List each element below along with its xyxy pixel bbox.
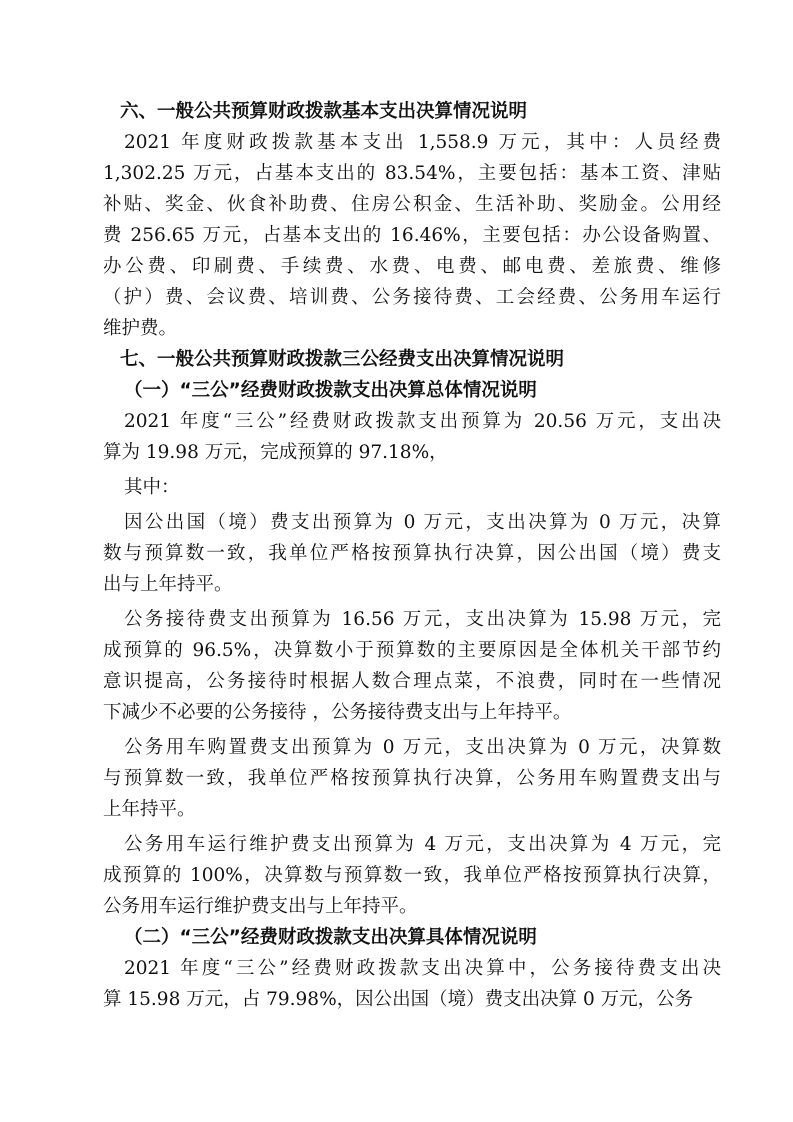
text-line: 成预算的 100%，决算数与预算数一致，我单位严格按预算执行决算，	[103, 865, 721, 886]
text-line: 公务用车购置费支出预算为 0 万元，支出决算为 0 万元，决算数	[124, 737, 721, 758]
text-line: 成预算的 96.5%，决算数小于预算数的主要原因是全体机关干部节约	[103, 640, 721, 661]
section-7-heading: 七、一般公共预算财政拨款三公经费支出决算情况说明	[120, 349, 565, 370]
text-line: （护）费、会议费、培训费、公务接待费、工会经费、公务用车运行	[103, 287, 721, 308]
text-line: 公务用车运行维护费支出预算为 4 万元，支出决算为 4 万元，完	[124, 834, 721, 855]
text-line: 出与上年持平。	[103, 574, 233, 595]
text-line: 数与预算数一致，我单位严格按预算执行决算，因公出国（境）费支	[103, 543, 721, 564]
text-line: 公务用车运行维护费支出与上年持平。	[103, 896, 418, 917]
text-line: 上年持平。	[103, 799, 196, 820]
document-body	[103, 96, 721, 1015]
overall-budget-paragraph	[103, 406, 721, 468]
among-which-label	[103, 472, 721, 503]
overseas-travel-paragraph	[103, 507, 721, 600]
official-reception-paragraph	[103, 604, 721, 728]
text-line: 维护费。	[103, 318, 178, 339]
vehicle-purchase-paragraph	[103, 732, 721, 825]
vehicle-operation-paragraph	[103, 829, 721, 922]
text-line: 办公费、印刷费、手续费、水费、电费、邮电费、差旅费、维修	[103, 256, 721, 277]
text-line: 意识提高，公务接待时根据人数合理点菜，不浪费，同时在一些情况	[103, 671, 721, 692]
text-line: 费 256.65 万元，占基本支出的 16.46%，主要包括：办公设备购置、	[103, 225, 721, 246]
section-6-paragraph	[103, 127, 721, 344]
section-7-2-heading: （二）“三公”经费财政拨款支出决算具体情况说明	[124, 927, 537, 948]
text-line: 其中：	[124, 477, 180, 498]
text-line: 算 15.98 万元，占 79.98%，因公出国（境）费支出决算 0 万元，公务	[103, 989, 694, 1010]
section-6-heading: 六、一般公共预算财政拨款基本支出决算情况说明	[120, 101, 528, 122]
text-line: 1,302.25 万元，占基本支出的 83.54%，主要包括：基本工资、津贴	[103, 163, 721, 184]
text-line: 算为 19.98 万元，完成预算的 97.18%，	[103, 442, 448, 463]
section-7-1-heading: （一）“三公”经费财政拨款支出决算总体情况说明	[124, 380, 537, 401]
text-line: 2021 年度“三公”经费财政拨款支出预算为 20.56 万元，支出决	[124, 411, 721, 432]
text-line: 补贴、奖金、伙食补助费、住房公积金、生活补助、奖励金。公用经	[103, 194, 721, 215]
text-line: 因公出国（境）费支出预算为 0 万元，支出决算为 0 万元，决算	[124, 512, 721, 533]
text-line: 公务接待费支出预算为 16.56 万元，支出决算为 15.98 万元，完	[124, 609, 721, 630]
text-line: 与预算数一致，我单位严格按预算执行决算，公务用车购置费支出与	[103, 768, 721, 789]
specific-details-paragraph	[103, 953, 721, 1015]
text-line: 2021 年度“三公”经费财政拨款支出决算中，公务接待费支出决	[124, 958, 721, 979]
text-line: 2021 年度财政拨款基本支出 1,558.9 万元，其中：人员经费	[124, 132, 721, 153]
text-line: 下减少不必要的公务接待 ，公务接待费支出与上年持平。	[103, 702, 572, 723]
